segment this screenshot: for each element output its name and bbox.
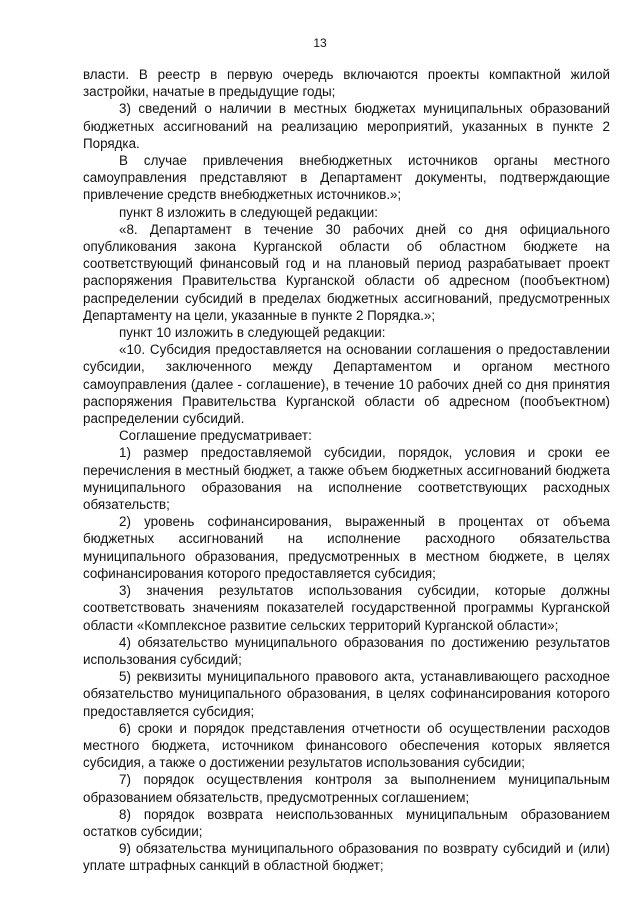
list-item-5: 5) реквизиты муниципального правового акта, устанавливающего расходное обязательство муниципального образования, в целях софинансирования которого предоставляется субсидия;	[83, 669, 610, 719]
paragraph-item-3-budget-info: 3) сведений о наличии в местных бюджетах муниципальных образований бюджетных ассигнований на реализацию мероприятий, указанных в пункте 2 Порядка.	[83, 101, 610, 151]
document-body	[83, 66, 610, 875]
paragraph-extrabudgetary-sources: В случае привлечения внебюджетных источников органы местного самоуправления представляют в Департамент документы, подтверждающие привлечение средств внебюджетных источников.»;	[83, 153, 610, 203]
paragraph-item-10-text: «10. Субсидия предоставляется на основании соглашения о предоставлении субсидии, заключенного между Департаментом и органом местного самоуправления (далее - соглашение), в течение 10 рабочих дней со дня принятия распоряжения Правительства Курганской области об адресном (пообъектном) распределении субсидий.	[83, 342, 610, 427]
list-item-3: 3) значения результатов использования субсидии, которые должны соответствовать значениям показателей государственной программы Курганской области «Комплексное развитие сельских территорий Курганской области»;	[83, 583, 610, 633]
list-item-9: 9) обязательства муниципального образования по возврату субсидий и (или) уплате штрафных санкций в областной бюджет;	[83, 841, 610, 874]
paragraph-agreement-provides: Соглашение предусматривает:	[119, 428, 312, 444]
paragraph-amend-item-10: пункт 10 изложить в следующей редакции:	[119, 325, 386, 341]
list-item-6: 6) сроки и порядок представления отчетности об осуществлении расходов местного бюджета, источником финансового обеспечения которых является субсидия, а также о достижении результатов использования субсидии;	[83, 720, 610, 771]
list-item-1: 1) размер предоставляемой субсидии, порядок, условия и сроки ее перечисления в местный бюджет, а также объем бюджетных ассигнований бюджета муниципального образования на исполнение соответствующих расходных обязательств;	[83, 445, 610, 513]
list-item-2: 2) уровень софинансирования, выраженный в процентах от объема бюджетных ассигнований на исполнение расходного обязательства муниципального образования, предусмотренных в местном бюджете, в целях софинансирования которого предоставляется субсидия;	[83, 514, 610, 581]
paragraph-item-8-text: «8. Департамент в течение 30 рабочих дней со дня официального опубликования закона Курганской области об областном бюджете на соответствующий финансовый год и на плановый период разрабатывает проект распоряжения Правительства Курганской области об адресном (пообъектном) распределении субсидий в пределах бюджетных ассигнований, предусмотренных Департаменту на цели, указанные в пункте 2 Порядка.»;	[83, 221, 610, 323]
paragraph-amend-item-8: пункт 8 изложить в следующей редакции:	[119, 204, 378, 220]
list-item-8: 8) порядок возврата неиспользованных муниципальным образованием остатков субсидии;	[83, 806, 610, 839]
page-number: 13	[313, 36, 327, 50]
list-item-4: 4) обязательство муниципального образования по достижению результатов использования субсидий;	[83, 634, 610, 667]
paragraph-continuation: власти. В реестр в первую очередь включаются проекты компактной жилой застройки, начатые в предыдущие годы;	[83, 67, 610, 100]
list-item-7: 7) порядок осуществления контроля за выполнением муниципальным образованием обязательств, предусмотренных соглашением;	[83, 772, 610, 805]
